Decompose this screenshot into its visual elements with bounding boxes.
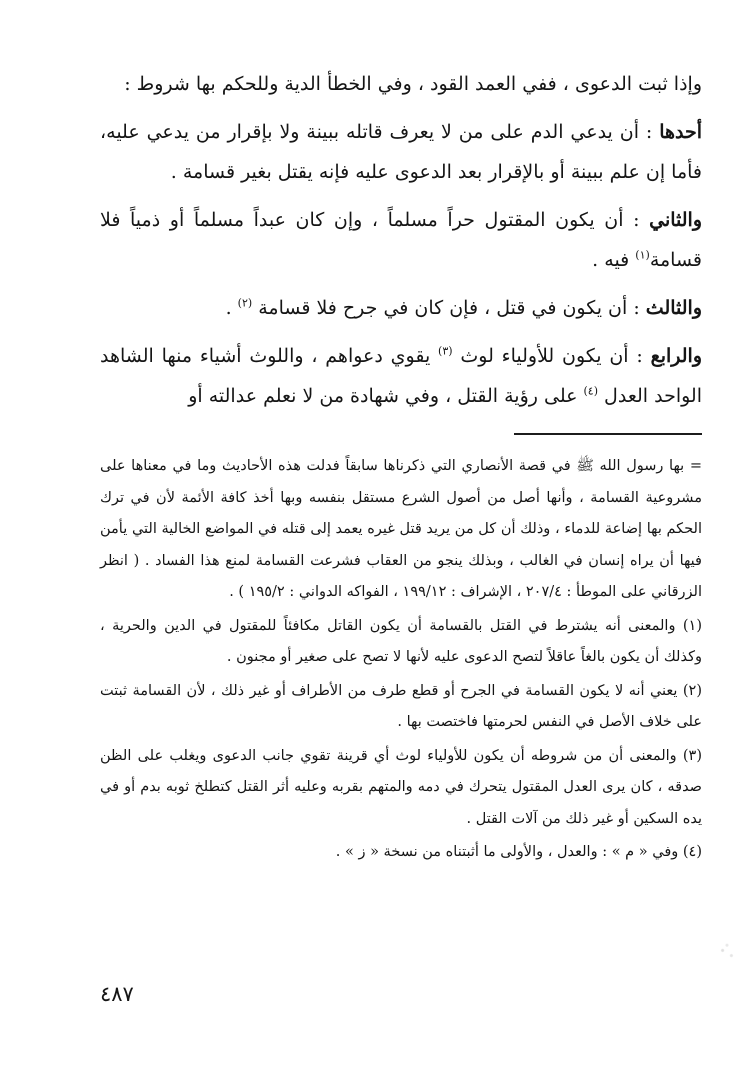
footnote-3: (٣) والمعنى أن من شروطه أن يكون للأولياء لوث أي قرينة تقوي جانب الدعوى ويغلب على الظن صدقه ، كان يرى العدل المقتول يتحرك في دمه والمتهم بقربه وعليه أثر القتل كتطلخ ثوبه بدم أو في يده السكين أو غير ذلك من آلات القتل . (100, 747, 702, 827)
footnote-continuation: = بها رسول الله ﷺ في قصة الأنصاري التي ذكرناها سابقاً فدلت هذه الأحاديث وما في معناها على مشروعية القسامة ، وأنها أصل من أصول الشرع مستقل بنفسه وبها أخذ كافة الأئمة لأن في ترك الحكم بها إضاعة للدماء ، وذلك أن كل من يريد قتل غيره يعمد إلى قتله في المواضع الخالية التي يأمن فيها أن يراه إنسان في الغالب ، وبذلك ينجو من العقاب فشرعت القسامة لمنع هذا الفساد . ( انظر الزرقاني على الموطأ : ٢٠٧/٤ ، الإشراف : ١٩٩/١٢ ، الفواكه الدواني : ١٩٥/٢ ) . (100, 458, 702, 600)
condition-two-tail: فيه . (592, 249, 636, 271)
condition-three-paragraph (100, 288, 702, 328)
condition-four-tail: على رؤية القتل ، وفي شهادة من لا نعلم عدالته أو (188, 385, 584, 407)
condition-four-middle: يقوي دعواهم ، واللوث أشياء منها الشاهد الواحد العدل (100, 345, 702, 407)
footnote-ref-3[interactable]: (٣) (438, 344, 453, 358)
page-number: ٤٨٧ (100, 982, 134, 1006)
footnote-1: (١) والمعنى أنه يشترط في القتل بالقسامة أن يكون القاتل مكافئاً للمقتول في الدين والحرية ، وكذلك أن يكون بالغاً عاقلاً لتصح الدعوى عليه لأنها لا تصح على صغير أو مجنون . (100, 617, 702, 665)
footnote-separator (514, 433, 702, 435)
footnote-ref-2[interactable]: (٢) (237, 296, 253, 310)
footnote-4: (٤) وفي « م » : والعدل ، والأولى ما أثبتناه من نسخة « ز » . (335, 844, 702, 860)
scan-speck (716, 940, 738, 966)
condition-four-paragraph (100, 336, 702, 416)
condition-four-text: : أن يكون للأولياء لوث (452, 345, 651, 367)
condition-two-heading: والثاني (649, 209, 702, 231)
intro-text: وإذا ثبت الدعوى ، ففي العمد القود ، وفي الخطأ الدية وللحكم بها شروط : (124, 73, 702, 95)
condition-two-paragraph (100, 200, 702, 280)
footnote-ref-4[interactable]: (٤) (583, 384, 599, 398)
footnotes-section (100, 451, 702, 871)
condition-three-tail: . (225, 297, 238, 319)
main-text (100, 64, 702, 424)
condition-three-text: : أن يكون في قتل ، فإن كان في جرح فلا قسامة (252, 297, 646, 319)
condition-four-heading: والرابع (650, 345, 702, 367)
footnote-ref-1[interactable]: (١) (635, 248, 650, 262)
condition-one-heading: أحدها (659, 121, 702, 143)
condition-one-paragraph (100, 112, 702, 192)
condition-two-text: : أن يكون المقتول حراً مسلماً ، وإن كان عبداً مسلماً أو ذمياً فلا قسامة (100, 209, 702, 271)
footnote-2: (٢) يعني أنه لا يكون القسامة في الجرح أو قطع طرف من الأطراف أو غير ذلك ، لأن القسامة ثبتت على خلاف الأصل في النفس لحرمتها فاختصت بها . (100, 682, 702, 730)
condition-three-heading: والثالث (645, 297, 702, 319)
intro-paragraph (100, 64, 702, 104)
condition-one-text: : أن يدعي الدم على من لا يعرف قاتله ببينة ولا بإقرار من يدعي عليه، فأما إن علم ببينة أو بالإقرار بعد الدعوى عليه فإنه يقتل بغير قسامة . (100, 121, 702, 183)
